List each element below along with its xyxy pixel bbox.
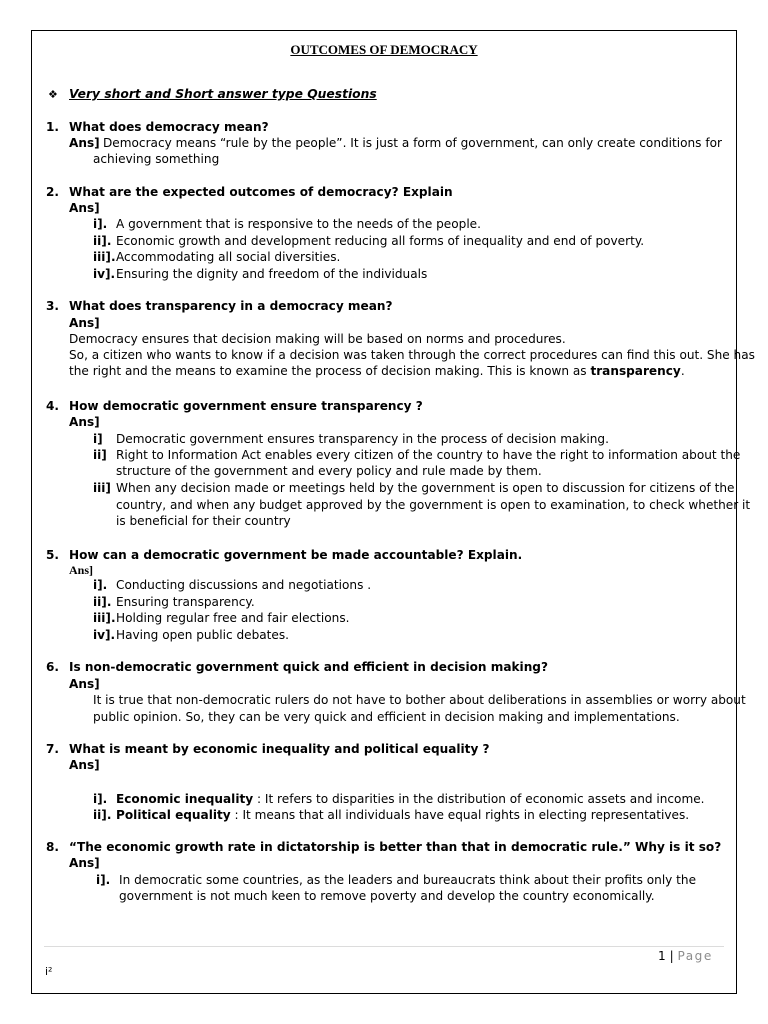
- list-item: Holding regular free and fair elections.: [116, 611, 350, 625]
- list-item: structure of the government and every policy and rule made by them.: [116, 464, 542, 478]
- corner-mark: i²: [45, 965, 53, 978]
- question-text: Is non-democratic government quick and efficient in decision making?: [69, 660, 548, 674]
- term-separator: :: [253, 792, 265, 806]
- question-text: What is meant by economic inequality and political equality ?: [69, 742, 490, 756]
- answer-label: Ans]: [69, 563, 94, 577]
- question-number: 7.: [46, 742, 60, 756]
- list-item: Ensuring the dignity and freedom of the individuals: [116, 267, 428, 281]
- list-marker: i]: [93, 432, 103, 446]
- question-text: What does democracy mean?: [69, 120, 269, 134]
- definition: It means that all individuals have equal rights in electing representatives.: [242, 808, 690, 822]
- list-item: Economic growth and development reducing all forms of inequality and end of poverty.: [116, 234, 645, 248]
- question-number: 8.: [46, 840, 60, 854]
- answer-label: Ans]: [69, 201, 100, 215]
- answer-text: government is not much keen to remove poverty and develop the country economically.: [119, 889, 655, 903]
- list-marker: i].: [93, 792, 108, 806]
- list-marker: ii]: [93, 448, 107, 462]
- page-label: Page: [677, 949, 713, 963]
- transparency-term: transparency: [590, 364, 681, 378]
- list-item: country, and when any budget approved by the government is open to examination, to check whether it: [116, 498, 751, 512]
- list-item: Right to Information Act enables every citizen of the country to have the right to information about the: [116, 448, 741, 462]
- list-marker: i].: [93, 578, 108, 592]
- page-number: 1: [658, 949, 666, 963]
- diamond-bullet-icon: ❖: [48, 88, 58, 101]
- answer-label: Ans]: [69, 758, 100, 772]
- list-marker: i].: [93, 217, 108, 231]
- list-item: Conducting discussions and negotiations .: [116, 578, 372, 592]
- list-item: [116, 791, 705, 807]
- page-title: OUTCOMES OF DEMOCRACY: [290, 42, 478, 57]
- answer-label: Ans]: [69, 677, 100, 691]
- answer-text: In democratic some countries, as the leaders and bureaucrats think about their profits only the: [119, 873, 697, 887]
- term: Economic inequality: [116, 792, 254, 806]
- list-item: Democratic government ensures transparency in the process of decision making.: [116, 432, 609, 446]
- list-marker: ii].: [93, 808, 112, 822]
- answer-text: achieving something: [93, 152, 220, 166]
- answer-text-part: .: [680, 364, 685, 378]
- list-item: Ensuring transparency.: [116, 595, 255, 609]
- question-number: 4.: [46, 399, 60, 413]
- answer-label: Ans]: [69, 856, 100, 870]
- answer-label: Ans]: [69, 136, 100, 150]
- answer-label: Ans]: [69, 415, 100, 429]
- question-text: “The economic growth rate in dictatorship is better than that in democratic rule.” Why is it so?: [69, 840, 722, 854]
- list-marker: ii].: [93, 234, 112, 248]
- answer-text: So, a citizen who wants to know if a decision was taken through the correct procedures can find this out. She has: [69, 348, 755, 362]
- footer-divider: [44, 946, 724, 947]
- list-item: [116, 807, 689, 823]
- list-marker: iii].: [93, 611, 116, 625]
- question-number: 2.: [46, 185, 60, 199]
- question-number: 6.: [46, 660, 60, 674]
- answer-text: [69, 363, 685, 379]
- question-text: How democratic government ensure transparency ?: [69, 399, 423, 413]
- answer-text: Democracy ensures that decision making will be based on norms and procedures.: [69, 332, 566, 346]
- answer-label: Ans]: [69, 316, 100, 330]
- answer-text: Democracy means “rule by the people”. It is just a form of government, can only create conditions for: [103, 136, 722, 150]
- list-item: is beneficial for their country: [116, 514, 291, 528]
- answer-text: It is true that non-democratic rulers do not have to bother about deliberations in assemblies or worry about: [93, 693, 746, 707]
- list-item: A government that is responsive to the needs of the people.: [116, 217, 481, 231]
- question-number: 5.: [46, 548, 60, 562]
- page-separator: |: [669, 949, 674, 963]
- list-marker: iv].: [93, 267, 116, 281]
- question-text: What are the expected outcomes of democracy? Explain: [69, 185, 453, 199]
- list-marker: iv].: [93, 628, 116, 642]
- list-marker: i].: [96, 873, 111, 887]
- answer-text: public opinion. So, they can be very quick and efficient in decision making and implementations.: [93, 710, 680, 724]
- list-item: When any decision made or meetings held by the government is open to discussion for citizens of the: [116, 481, 735, 495]
- list-marker: ii].: [93, 595, 112, 609]
- answer-text-part: the right and the means to examine the process of decision making. This is known as: [69, 364, 591, 378]
- term: Political equality: [116, 808, 231, 822]
- page-footer: [658, 948, 713, 964]
- list-item: Having open public debates.: [116, 628, 289, 642]
- list-marker: iii]: [93, 481, 111, 495]
- term-separator: :: [230, 808, 243, 822]
- list-marker: iii].: [93, 250, 116, 264]
- section-heading: Very short and Short answer type Questions: [69, 87, 377, 101]
- question-text: What does transparency in a democracy mean?: [69, 299, 393, 313]
- list-item: Accommodating all social diversities.: [116, 250, 341, 264]
- question-number: 1.: [46, 120, 60, 134]
- question-text: How can a democratic government be made accountable? Explain.: [69, 548, 523, 562]
- question-number: 3.: [46, 299, 60, 313]
- definition: It refers to disparities in the distribution of economic assets and income.: [264, 792, 705, 806]
